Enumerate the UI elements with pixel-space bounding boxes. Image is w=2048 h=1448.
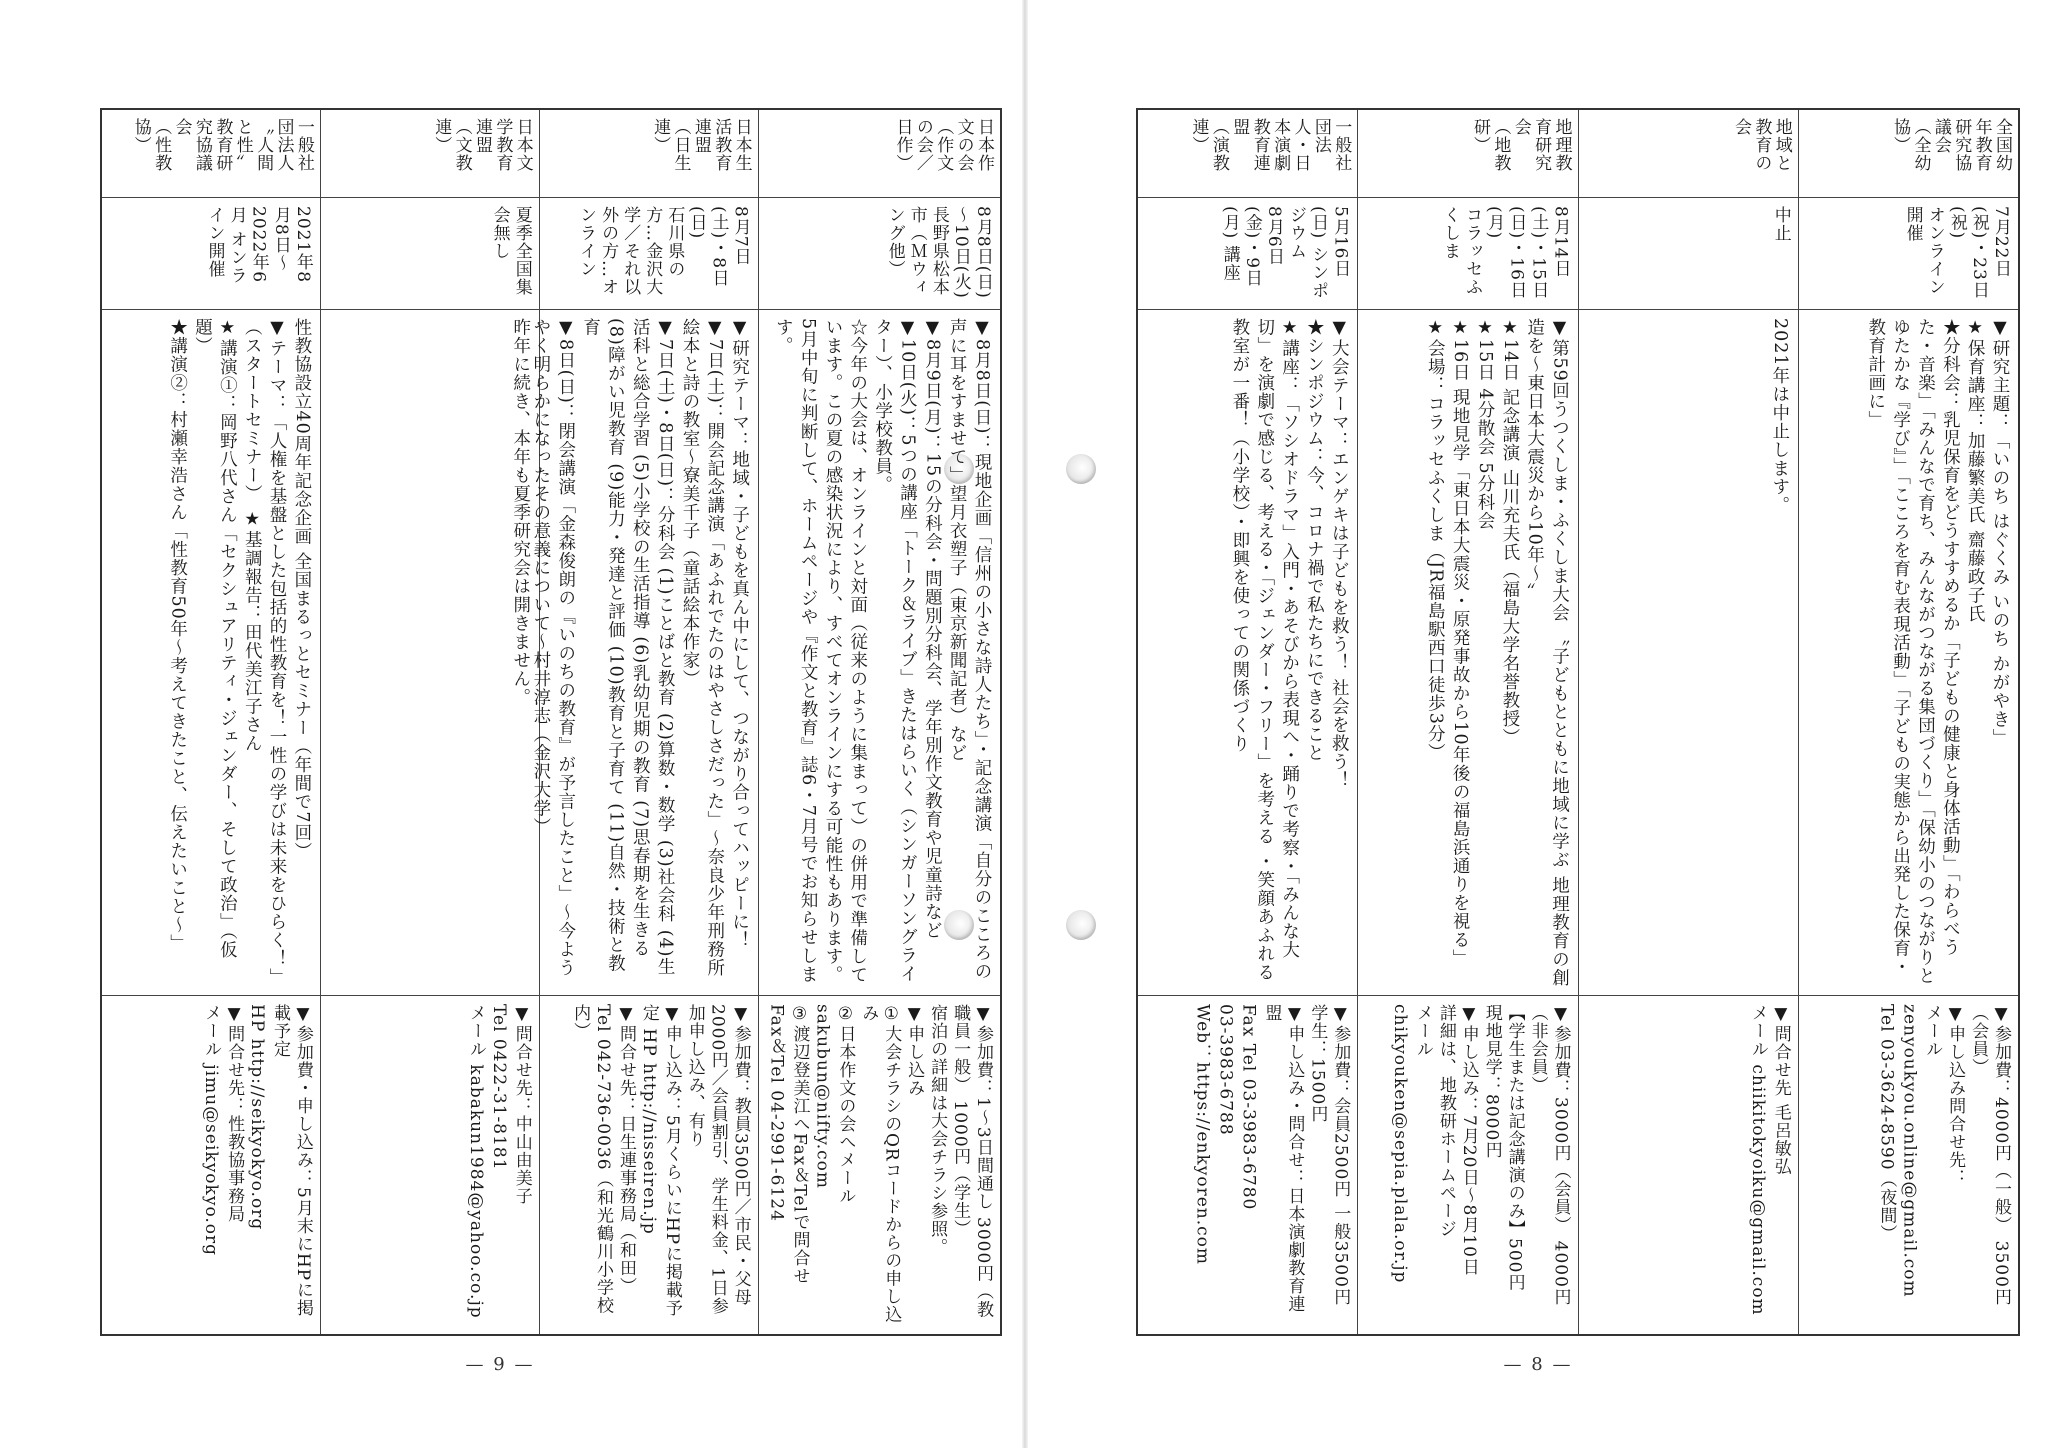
org-name: 地域と教育の会 [1579, 110, 1798, 198]
org-column [102, 110, 320, 1334]
event-content: 昨年に続き、本年も夏季研究会は開きません。 [321, 310, 539, 996]
event-date: 8月8日(日) 〜10日(火) 長野県松本市（Ｍウィング他） [759, 198, 1000, 310]
event-contact: ▼参加費・申し込み：5月末にHPに掲載予定 HP http://seikyokyo.org ▼問合せ先：性教協事務局 メール jimu@seikyokyo.org [201, 1004, 313, 1318]
org-column [1578, 110, 1798, 1334]
event-content: ▼8月8日(日)：現地企画「信州の小さな詩人たち」・記念講演「自分のこころの声に耳をすませて」望月衣塑子（東京新聞記者）など ▼8月9日(月)：15の分科会・問題別分科会、学年別作文教育や児童詩など ▼10日(火)：5つの講座「トーク＆ライブ」きたはらいく（シンガーソングライター）、小学校教員。 ☆今年の大会は、オンラインと対面（従来のように集まって）の併用で準備しています。この夏の感染状況により、すべてオンラインにする可能性もあります。5月中旬に判断して、ホームページや『作文と教育』誌6・7月号でお知らせします。 [759, 310, 1000, 996]
org-column [320, 110, 539, 1334]
org-column [758, 110, 1000, 1334]
event-date: 中止 [1579, 198, 1798, 310]
event-date: 8月14日(土)・15日(日)・16日(月) コラッセふくしま [1358, 198, 1577, 310]
event-contact: ▼参加費：3000円（会員） 4000円（非会員） 【学生または記念講演のみ】500円 現地見学：8000円 ▼申し込み：7月20日〜8月10日 詳細は、地教研ホームページ メール chikyouken@sepia.plala.or.jp [1389, 1004, 1571, 1306]
event-contact: ▼問合せ先：中山由美子 Tel 0422-31-8181 メール kabakun1984@yahoo.co.jp [465, 1004, 532, 1319]
org-name: 日本文学教育連盟 （文教連） [321, 110, 539, 198]
event-contact: ▼参加費：教員3500円／市民・父母2000円／会員割引、学生料金、1日参加申し込み、有り ▼申し込み：5月くらいにHPに掲載予定 HP http://nisseiren.jp ▼問合せ先：日生連事務局（和田） Tel 042-736-0036（和光鶴川小学校内） [570, 1004, 751, 1318]
event-content: ▼第59回うつくしま・ふくしま大会 〝子どもとともに地域に学ぶ 地理教育の創造を〜東日本大震災から10年〜〟 ★14日 記念講演 山川充夫氏（福島大学名誉教授） ★15日 4分散会 5分科会 ★16日 現地見学「東日本大震災・原発事故から10年後の福島浜通りを視る」 ★会場：コラッセふくしま（JR福島駅西口徒歩3分） [1358, 310, 1577, 996]
event-contact: ▼問合せ先 毛呂敏弘 メール chiikitokyoiku@gmail.com [1747, 1004, 1791, 1316]
org-name: 一般社団法人・日本演劇教育連盟 （演教連） [1138, 110, 1357, 198]
page-number: — 8 — [1503, 1354, 1573, 1375]
event-date: 夏季全国集会無し [321, 198, 539, 310]
org-name: 全国幼年教育研究協議会 （全幼協） [1799, 110, 2018, 198]
page-fold [1022, 0, 1028, 1448]
event-content: 2021年は中止します。 [1579, 310, 1798, 996]
event-date: 7月22日(祝)・23日(祝) オンライン開催 [1799, 198, 2018, 310]
event-contact: ▼参加費：会員2500円 一般3500円 学生：1500円 ▼申し込み・問合せ：日本演劇教育連盟 Fax Tel 03-3983-6780 03-3983-6788 Web：https://enkyoren.com [1192, 1004, 1351, 1313]
event-date: 5月16日(日) シンポジウム 8月6日(金)・9日(月) 講座 [1138, 198, 1357, 310]
event-content: ▼研究主題：「いのち はぐくみ いのち かがやき」 ★保育講座：加藤繁美氏 齋藤政子氏 ★分科会：乳児保育をどうすすめるか「子どもの健康と身体活動」「わらべうた・音楽」「みんなで育ち、みんながつながる集団づくり」「保幼小のつながりとゆたかな『学び』」「こころを育む表現活動」「子どもの実態から出発した保育・教育計画に」 [1799, 310, 2018, 996]
org-column [1798, 110, 2018, 1334]
event-content: ▼大会テーマ：エンゲキは子どもを救う！ 社会を救う！ ★シンポジウム：今、コロナ禍で私たちにできること ★講座：「ソシオドラマ」入門・あそびから表現へ・踊りで考察・「みんな大切」を演劇で感じる、考える・「ジェンダー・フリー」を考える ・笑顔あふれる教室が一番！（小学校）・即興を使っての関係づくり [1138, 310, 1357, 996]
binder-hole-right-top [1066, 454, 1096, 484]
org-name: 日本作文の会 （作文の会／日作） [759, 110, 1000, 198]
org-name: 地理教育研究会 （地教研） [1358, 110, 1577, 198]
org-column [1357, 110, 1577, 1334]
page-number: — 9 — [465, 1354, 535, 1375]
binder-hole-right-bottom [1066, 910, 1096, 940]
org-column [1138, 110, 1357, 1334]
page-9-table [100, 108, 1002, 1336]
org-name: 一般社団法人〝人間と性〟教育研究協議会 （性教協） [102, 110, 320, 198]
event-content: ▼研究テーマ：地域・子どもを真ん中にして、つながり合ってハッピーに！ ▼7日(土)：開会記念講演「あふれでたのはやさしさだった」〜奈良少年刑務所絵本と詩の教室〜寮美千子（童話絵本作家） ▼7日(土)・8日(日)：分科会 (1)ことばと教育 (2)算数・数学 (3)社会科 (4)生活科と総合学習 (5)小学校の生活指導 (6)乳幼児期の教育 (7)思春期を生きる (8)障がい児教育 (9)能力・発達と評価 (10)教育と子育て (11)自然・技術と教育 ▼8日(日)：閉会講演「金森俊朗の『いのちの教育』が予言したこと」〜今ようやく明らかになったその意義について〜村井淳志（金沢大学） [540, 310, 758, 996]
event-contact: ▼参加費：1〜3日間通し 3000円（教職員一般） 1000円（学生） 宿泊の詳細は大会チラシ参照。 ▼申し込み ①大会チラシのQRコードからの申し込み ②日本作文の会へメール sakubun@nifty.com ③渡辺登美江へFax＆Telで問合せ Fax＆Tel 04-2991-6124 [766, 1004, 993, 1324]
event-content: 性教協設立40周年記念企画 全国まるっとセミナー（年間で7回） ▼テーマ：「人権を基盤とした包括的性教育を！一性の学びは未来をひらく！」（スタートセミナー） ★基調報告：田代美江子さん ★講演①：岡野八代さん「セクシュアリティ・ジェンダー、そして政治」（仮題） ★講演②：村瀬幸浩さん「性教育50年〜考えてきたこと、伝えたいこと〜」 [102, 310, 320, 996]
event-date: 8月7日(土)・8日(日) 石川県の方…金沢大学／それ以外の方…オンライン [540, 198, 758, 310]
event-date: 2021年8月8日〜2022年6月 オンライン開催 [102, 198, 320, 310]
org-column [530, 110, 758, 1334]
org-name: 日本生活教育連盟 （日生連） [540, 110, 758, 198]
event-contact: ▼参加費：4000円（一般） 3500円（会員） ▼申し込み問合せ先： メール zenyoukyou.online@gmail.com Tel 03-3624-8590（夜間） [1876, 1004, 2011, 1306]
page-8-table [1136, 108, 2020, 1336]
